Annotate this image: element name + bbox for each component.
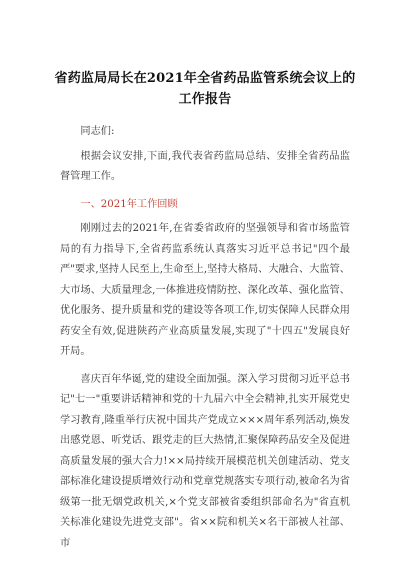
document-title: 省药监局局长在2021年全省药品监管系统会议上的工作报告 [54,71,356,107]
body-paragraph: 喜庆百年华诞,党的建设全面加强。深入学习贯彻习近平总书记"七一"重要讲话精神和党的十九届六中全会精神,扎实开展党史学习教育,隆重举行庆祝中国共产党成立×××周年系列活动,焕发出感党恩、听党话、跟党走的巨大热情,汇聚保障药品安全及促进高质量发展的强大合力!××局持续开展模范机关创建活动、党支部标准化建设提质增效行动和党章党规落实专项行动,被命名为省级第一批无烟党政机关,×个党支部被省委组织部命名为"省直机关标准化建设先进党支部"。省××院和机关×名干部被人社部、市 [60,373,350,549]
body-paragraph: 刚刚过去的2021年,在省委省政府的坚强领导和省市场监管局的有力指导下,全省药监系统认真落实习近平总书记"四个最严"要求,坚持人民至上,生命至上,坚持大格局、大融合、大监管、大市场、大质量理念,一体推进疫情防控、深化改革、强化监管、优化服务、提升质量和党的建设等各项工作,切实保障人民群众用药安全有效,促进陕药产业高质量发展,实现了"十四五"发展良好开局。 [60,223,350,357]
intro-paragraph: 根据会议安排,下面,我代表省药监局总结、安排全省药品监督管理工作。 [60,150,350,182]
section-heading: 一、2021年工作回顾 [80,198,178,210]
document-body [60,122,350,561]
salutation: 同志们: [80,126,115,137]
